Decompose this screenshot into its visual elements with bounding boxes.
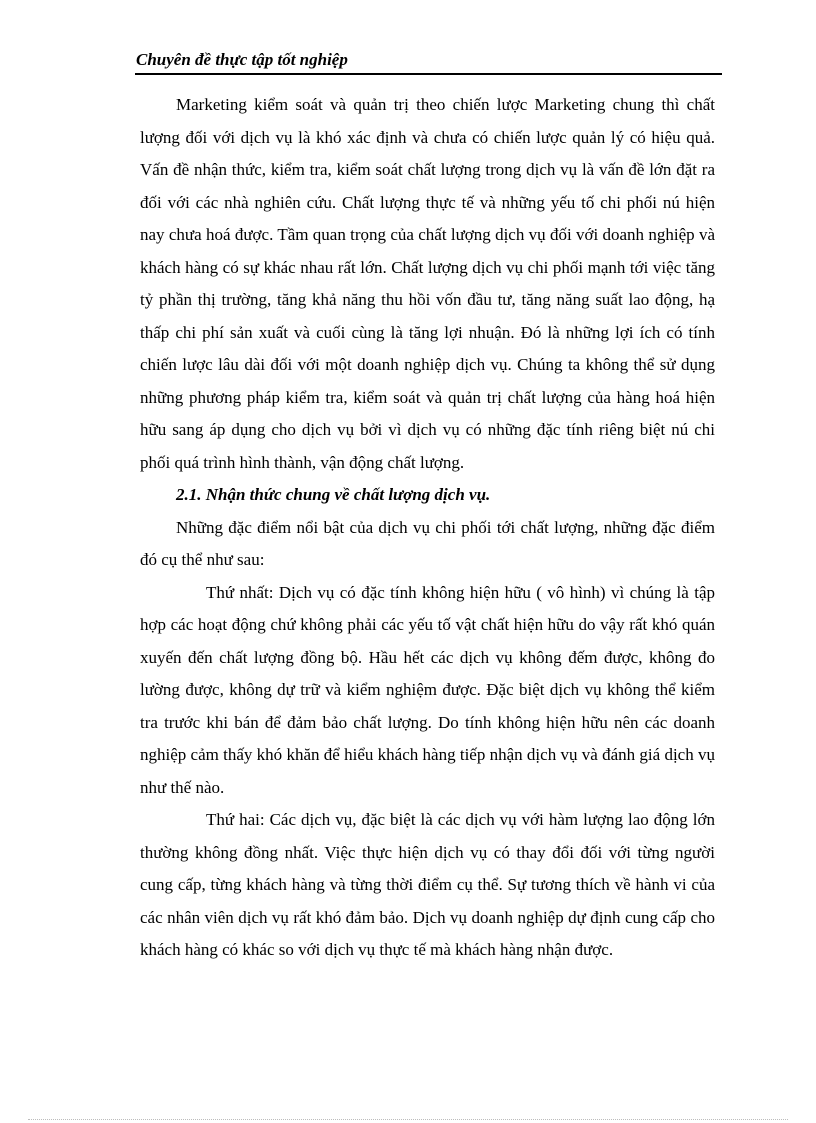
document-body <box>140 89 715 967</box>
footer-divider <box>28 1119 788 1120</box>
paragraph-4: Thứ hai: Các dịch vụ, đặc biệt là các dịch vụ với hàm lượng lao động lớn thường không đồng nhất. Việc thực hiện dịch vụ có thay đổi đối với từng người cung cấp, từng khách hàng và từng thời điểm cụ thể. Sự tương thích về hành vi của các nhân viên dịch vụ rất khó đảm bảo. Dịch vụ doanh nghiệp dự định cung cấp cho khách hàng có khác so với dịch vụ thực tế mà khách hàng nhận được. <box>140 810 715 959</box>
page-header <box>135 48 722 75</box>
paragraph-3: Thứ nhất: Dịch vụ có đặc tính không hiện hữu ( vô hình) vì chúng là tập hợp các hoạt động chứ không phải các yếu tố vật chất hiện hữu do vậy rất khó quán xuyến đến chất lượng đồng bộ. Hầu hết các dịch vụ không đếm được, không đo lường được, không dự trữ và kiểm nghiệm được. Đặc biệt dịch vụ không thể kiểm tra trước khi bán để đảm bảo chất lượng. Do tính không hiện hữu nên các doanh nghiệp cảm thấy khó khăn để hiểu khách hàng tiếp nhận dịch vụ và đánh giá dịch vụ như thế nào. <box>140 582 715 797</box>
section-heading: 2.1. Nhận thức chung về chất lượng dịch vụ. <box>176 485 491 504</box>
paragraph-1: Marketing kiểm soát và quản trị theo chiến lược Marketing chung thì chất lượng đối với dịch vụ là khó xác định và chưa có chiến lược quản lý có hiệu quả. Vấn đề nhận thức, kiểm tra, kiểm soát chất lượng trong dịch vụ là vấn đề lớn đặt ra đối với các nhà nghiên cứu. Chất lượng thực tế và những yếu tố chi phối nú hiện nay chưa hoá được. Tầm quan trọng của chất lượng dịch vụ đối với doanh nghiệp và khách hàng có sự khác nhau rất lớn. Chất lượng dịch vụ chi phối mạnh tới việc tăng tỷ phần thị trường, tăng khả năng thu hồi vốn đầu tư, tăng năng suất lao động, hạ thấp chi phí sản xuất và cuối cùng là tăng lợi nhuận. Đó là những lợi ích có tính chiến lược lâu dài đối với một doanh nghiệp dịch vụ. Chúng ta không thể sử dụng những phương pháp kiểm tra, kiểm soát và quản trị chất lượng của hàng hoá hiện hữu sang áp dụng cho dịch vụ bởi vì dịch vụ có những đặc tính riêng biệt nú chi phối quá trình hình thành, vận động chất lượng. <box>140 95 715 472</box>
paragraph-2: Những đặc điểm nổi bật của dịch vụ chi phối tới chất lượng, những đặc điểm đó cụ thể như sau: <box>140 517 715 569</box>
header-title: Chuyên đề thực tập tốt nghiệp <box>136 50 348 69</box>
